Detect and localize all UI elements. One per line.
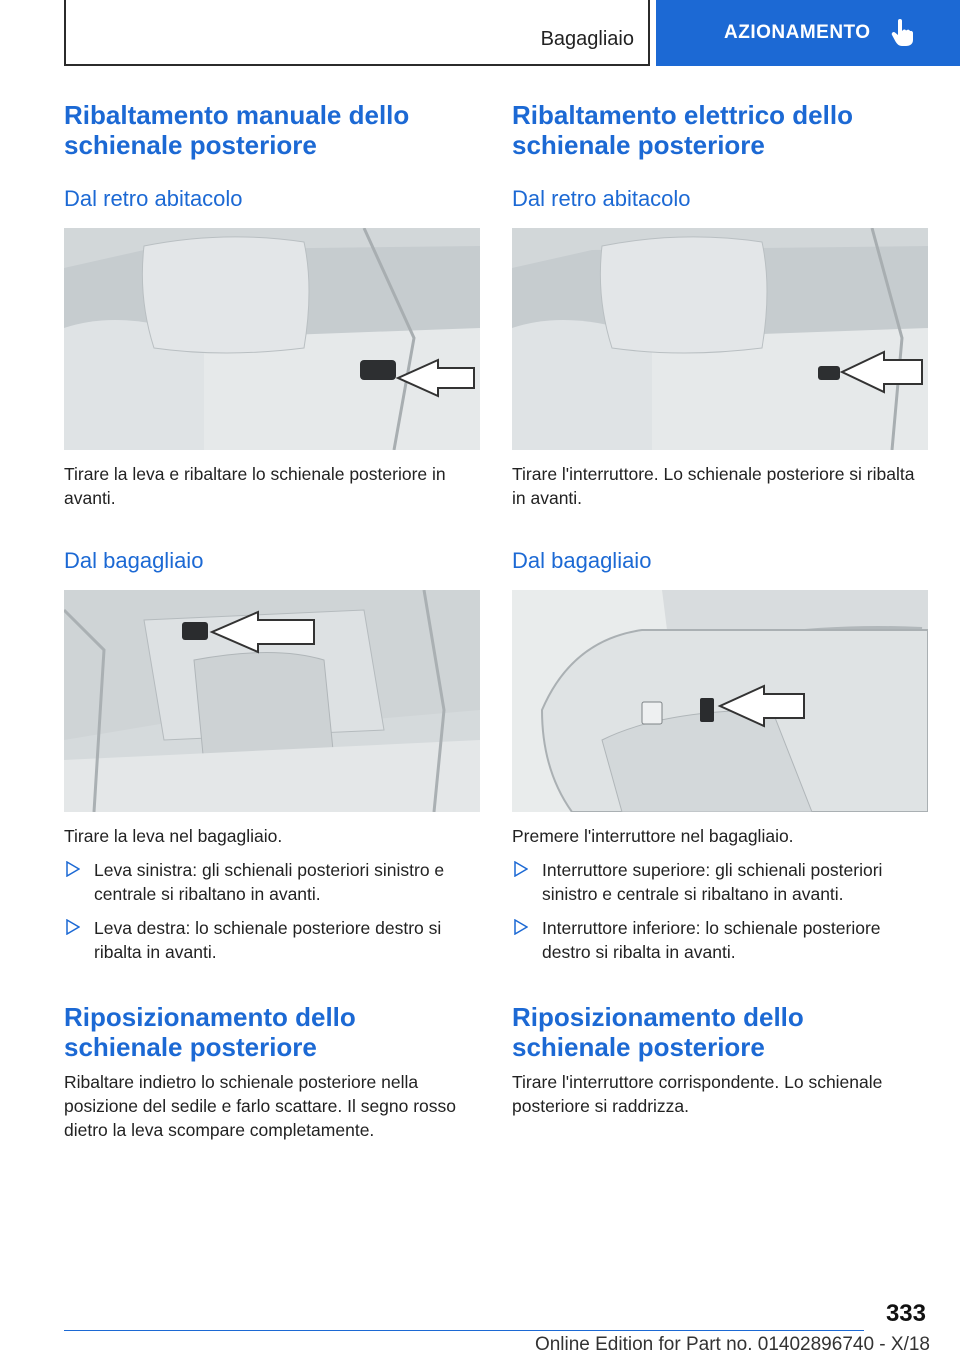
heading-repositioning-right: Riposizionamento dello schienale posteriore (512, 1002, 804, 1062)
subheading-rear-cabin: Dal retro abitacolo (512, 186, 691, 211)
figure-manual-lever-cabin (64, 228, 480, 450)
figure-manual-lever-trunk (64, 590, 480, 812)
header-section-title: Bagagliaio (540, 28, 634, 50)
header-chapter-title: AZIONAMENTO (724, 22, 871, 43)
heading-repositioning-left: Riposizionamento dello schienale posteriore (64, 1002, 356, 1062)
triangle-bullet-icon (66, 919, 80, 935)
subheading-trunk: Dal bagagliaio (512, 548, 652, 573)
left-column (64, 100, 480, 1142)
list-item: Interruttore inferiore: lo schienale posteriore destro si ribalta in avanti. (512, 916, 928, 964)
text-manual-trunk: Tirare la leva nel bagagliaio. (64, 826, 283, 846)
subheading-rear-cabin: Dal retro abitacolo (64, 186, 243, 211)
right-column (512, 100, 928, 1118)
figure-electric-switch-cabin (512, 228, 928, 450)
list-electric-switches (512, 858, 928, 964)
text-repositioning-left: Ribaltare indietro lo schienale posteriore nella posizione del sedile e farlo scattare. Il segno rosso dietro la leva scompare completamente. (64, 1072, 457, 1140)
text-electric-cabin: Tirare l'interruttore. Lo schienale posteriore si ribalta in avanti. (512, 464, 915, 508)
list-item: Leva destra: lo schienale posteriore destro si ribalta in avanti. (64, 916, 480, 964)
footer-divider (64, 1330, 864, 1331)
text-electric-trunk: Premere l'interruttore nel bagagliaio. (512, 826, 794, 846)
triangle-bullet-icon (514, 919, 528, 935)
hand-pointer-icon (891, 19, 913, 47)
subheading-trunk: Dal bagagliaio (64, 548, 204, 573)
triangle-bullet-icon (66, 861, 80, 877)
heading-electric-fold: Ribaltamento elettrico dello schienale posteriore (512, 100, 853, 160)
text-repositioning-right: Tirare l'interruttore corrispondente. Lo schienale posteriore si raddrizza. (512, 1072, 883, 1116)
heading-manual-fold: Ribaltamento manuale dello schienale posteriore (64, 100, 410, 160)
page-number: 333 (885, 1300, 926, 1327)
header-chapter-box (656, 0, 960, 66)
header-section-box (64, 0, 650, 66)
triangle-bullet-icon (514, 861, 528, 877)
footer-edition-text: Online Edition for Part no. 01402896740 - X/18 (534, 1334, 930, 1355)
figure-electric-switch-trunk (512, 590, 928, 812)
text-manual-cabin: Tirare la leva e ribaltare lo schienale posteriore in avanti. (64, 464, 446, 508)
list-item: Leva sinistra: gli schienali posteriori sinistro e centrale si ribaltano in avanti. (64, 858, 480, 906)
list-manual-levers (64, 858, 480, 964)
list-item: Interruttore superiore: gli schienali posteriori sinistro e centrale si ribaltano in avanti. (512, 858, 928, 906)
